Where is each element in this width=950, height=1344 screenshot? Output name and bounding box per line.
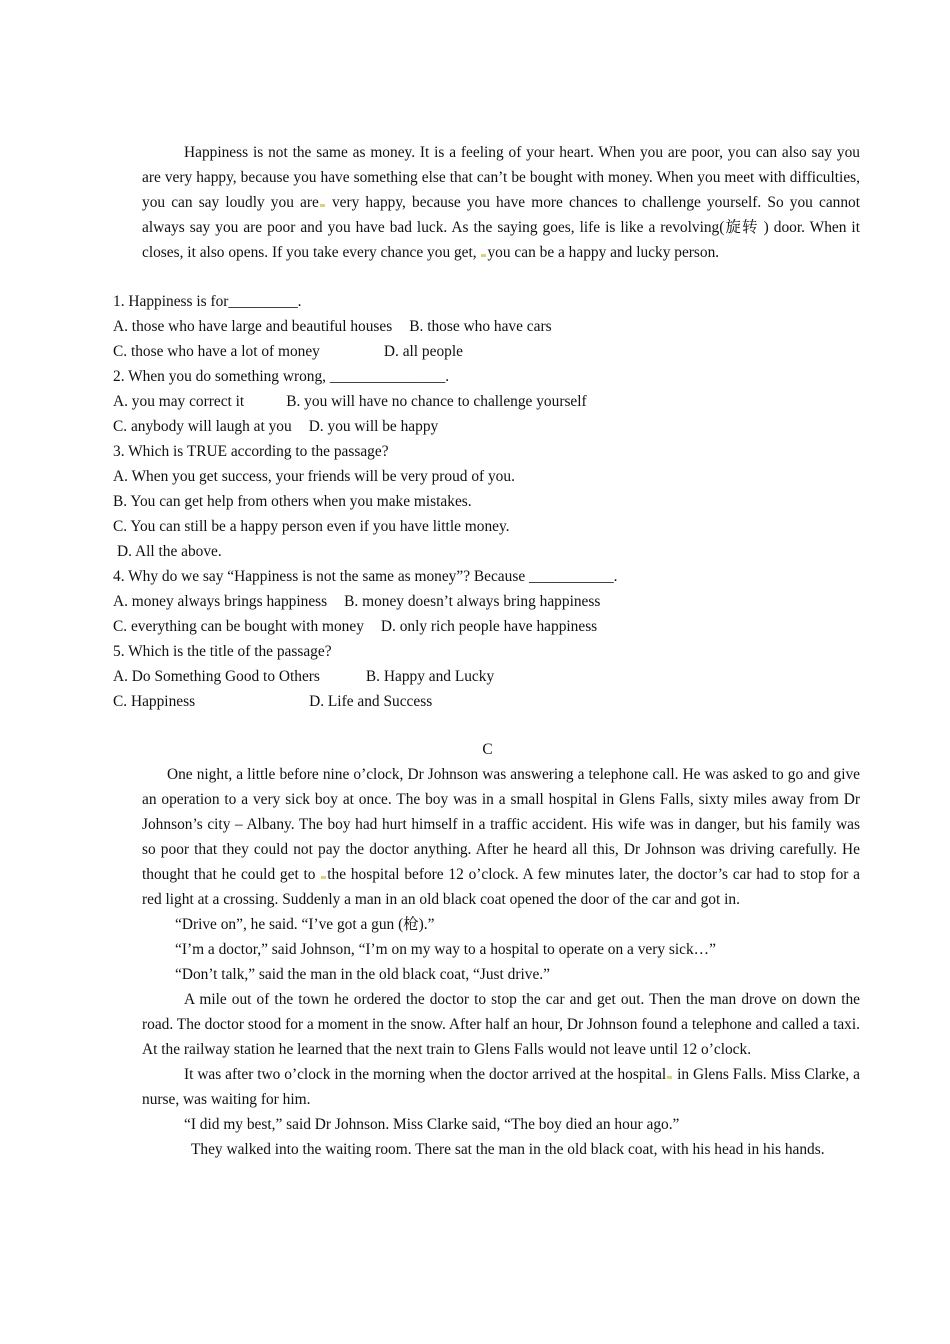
option: A. Do Something Good to Others	[113, 668, 320, 685]
option: B. Happy and Lucky	[365, 668, 495, 685]
question-3-option-c: C. You can still be a happy person even if you have little money.	[113, 518, 510, 535]
option: B. you will have no chance to challenge yourself	[286, 393, 587, 410]
option: A. you may correct it	[113, 393, 245, 410]
passage-c-paragraph: “I’m a doctor,” said Johnson, “I’m on my way to a hospital to operate on a very sick…”	[175, 941, 716, 958]
text-run: It was after two o’clock in the morning when the doctor arrived at the hospital	[184, 1066, 667, 1083]
question-1-options-cd	[113, 339, 873, 364]
text-run: you can be a happy and lucky person.	[487, 244, 720, 261]
text-run: Happiness is not the same as money. It is a feeling of your heart. When you are poor, you can also say you are very happy, because you have something else that can’t be bought with money. When you meet with difficulties, you can say loudly you are	[142, 144, 860, 211]
highlight-mark	[321, 876, 326, 879]
text-run: One night, a little before nine o’clock, Dr Johnson was answering a telephone call. He was asked to go and give an operation to a very sick boy at once. The boy was in a small hospital in Glens Falls, sixty miles away from Dr Johnson’s city – Albany. The boy had hurt himself in a traffic accident. His wife was in danger, but his family was so poor that they could not pay the doctor anything. After he heard all this, Dr Johnson was driving carefully. He thought that he could get to	[142, 766, 860, 883]
passage-c-paragraph: “Drive on”, he said. “I’ve got a gun (枪).”	[175, 916, 435, 933]
question-5: 5. Which is the title of the passage?	[113, 643, 332, 660]
question-2: 2. When you do something wrong, _______________.	[113, 368, 450, 385]
option: D. you will be happy	[308, 418, 439, 435]
option: B. those who have cars	[409, 318, 552, 335]
option: D. all people	[383, 343, 463, 360]
question-2-options-ab	[113, 389, 873, 414]
question-4: 4. Why do we say “Happiness is not the same as money”? Because ___________.	[113, 568, 618, 585]
passage-c-paragraph: “Don’t talk,” said the man in the old black coat, “Just drive.”	[175, 966, 550, 983]
section-title: C	[482, 741, 493, 758]
passage-c-paragraph	[142, 762, 860, 912]
question-3: 3. Which is TRUE according to the passage?	[113, 443, 389, 460]
passage-c-paragraph: They walked into the waiting room. There sat the man in the old black coat, with his head in his hands.	[191, 1141, 825, 1158]
option: C. Happiness	[113, 693, 196, 710]
option: C. everything can be bought with money	[113, 618, 364, 635]
option: C. anybody will laugh at you	[113, 418, 292, 435]
question-1: 1. Happiness is for_________.	[113, 293, 302, 310]
passage-c-paragraph: A mile out of the town he ordered the doctor to stop the car and get out. Then the man drove on down the road. The doctor stood for a moment in the snow. After half an hour, Dr Johnson found a telephone and called a taxi. At the railway station he learned that the next train to Glens Falls would not leave until 12 o’clock.	[142, 991, 860, 1058]
text-run: in Glens Falls. Miss Clarke, a nurse, was waiting for him.	[142, 1066, 860, 1108]
option: A. money always brings happiness	[113, 593, 328, 610]
question-5-options-ab	[113, 664, 873, 689]
question-4-options-cd	[113, 614, 873, 639]
question-3-option-a: A. When you get success, your friends will be very proud of you.	[113, 468, 515, 485]
question-3-option-b: B. You can get help from others when you make mistakes.	[113, 493, 472, 510]
text-run: the hospital before 12 o’clock. A few minutes later, the doctor’s car had to stop for a red light at a crossing. Suddenly a man in an old black coat opened the door of the car and got in.	[142, 866, 861, 908]
highlight-mark	[667, 1076, 672, 1079]
questions	[113, 289, 873, 714]
question-2-options-cd	[113, 414, 873, 439]
question-1-options-ab	[113, 314, 873, 339]
question-3-option-d: D. All the above.	[117, 543, 222, 560]
highlight-mark	[320, 204, 325, 207]
passage-c	[142, 762, 860, 1162]
question-5-options-cd	[113, 689, 873, 714]
highlight-mark	[481, 254, 486, 257]
option: D. Life and Success	[309, 693, 433, 710]
question-4-options-ab	[113, 589, 873, 614]
passage-c-paragraph	[142, 1062, 860, 1112]
option: B. money doesn’t always bring happiness	[344, 593, 601, 610]
passage-b	[142, 140, 860, 265]
option: A. those who have large and beautiful houses	[113, 318, 393, 335]
text-run: very happy, because you have more chances to challenge yourself. So you cannot always say you are poor and you have bad luck. As the saying goes, life is like a revolving(旋转 ) door. When it closes, it also opens. If you take every chance you get,	[142, 194, 861, 261]
option: C. those who have a lot of money	[113, 343, 320, 360]
passage-c-paragraph: “I did my best,” said Dr Johnson. Miss Clarke said, “The boy died an hour ago.”	[184, 1116, 680, 1133]
passage-b-paragraph	[142, 140, 860, 265]
option: D. only rich people have happiness	[380, 618, 598, 635]
